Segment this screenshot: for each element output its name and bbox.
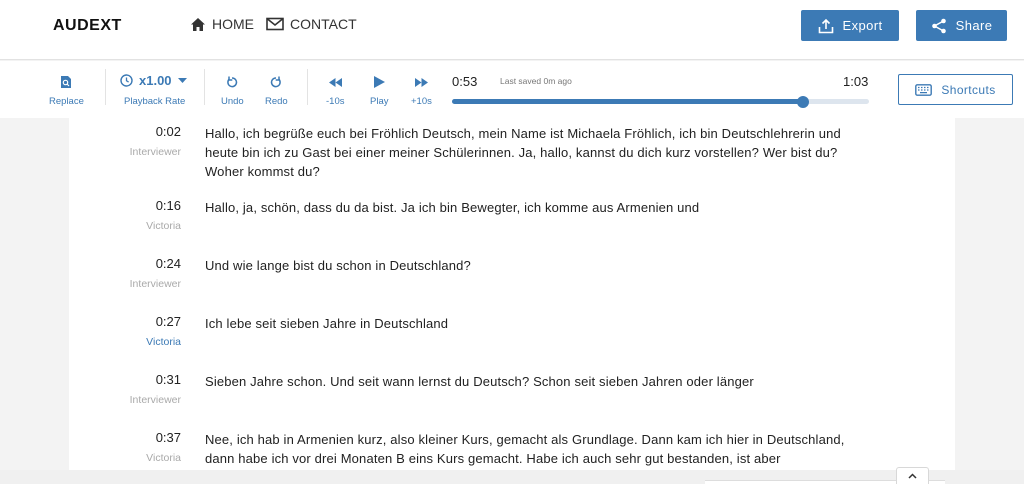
chevron-up-icon <box>908 473 917 479</box>
forward-10s-button[interactable] <box>411 73 432 107</box>
segment-speaker[interactable]: Interviewer <box>129 146 181 158</box>
redo-icon <box>270 76 282 89</box>
toolbar-divider <box>204 69 205 105</box>
playback-rate-value: x1.00 <box>139 73 172 88</box>
segment-speaker[interactable]: Victoria <box>146 452 181 464</box>
play-button[interactable] <box>370 73 388 107</box>
share-button[interactable] <box>916 10 1007 41</box>
segment-speaker[interactable]: Victoria <box>146 336 181 348</box>
undo-button[interactable] <box>221 73 244 107</box>
caret-down-icon <box>178 78 187 84</box>
find-replace-icon <box>60 75 72 89</box>
progress-fill <box>452 99 803 104</box>
save-status: Last saved 0m ago <box>500 76 572 86</box>
upload-icon <box>818 18 834 34</box>
current-time: 0:53 <box>452 74 478 89</box>
share-label: Share <box>955 18 993 33</box>
export-label: Export <box>842 18 883 33</box>
progress-slider[interactable] <box>452 99 869 104</box>
panel-toggle-button[interactable] <box>896 467 929 484</box>
shortcuts-button[interactable] <box>898 74 1013 105</box>
segment-timestamp[interactable]: 0:24 <box>155 256 181 271</box>
segment-text[interactable]: Nee, ich hab in Armenien kurz, also kleiner Kurs, gemacht als Grundlage. Dann kam ich hier in Deutschland, dann habe ich vor drei Monaten B eins Kurs gemacht. Habe ich auch sehr gut bestanden, ist aber <box>205 432 845 466</box>
rewind-10s-button[interactable] <box>326 73 344 107</box>
playback-rate-select[interactable] <box>120 73 187 88</box>
replace-button[interactable] <box>49 73 84 107</box>
nav-contact-label: CONTACT <box>290 16 357 32</box>
undo-icon <box>226 76 238 89</box>
top-header <box>0 0 1024 60</box>
app-logo[interactable]: AUDEXT <box>53 17 122 34</box>
segment-timestamp[interactable]: 0:27 <box>155 314 181 329</box>
playback-rate-label: Playback Rate <box>124 96 186 107</box>
segment-timestamp[interactable]: 0:31 <box>155 372 181 387</box>
segment-text[interactable]: Und wie lange bist du schon in Deutschland? <box>205 258 471 273</box>
segment-text[interactable]: Ich lebe seit sieben Jahre in Deutschland <box>205 316 449 331</box>
play-icon <box>374 76 385 88</box>
redo-label: Redo <box>265 96 288 107</box>
nav-contact-link[interactable] <box>266 16 357 32</box>
share-icon <box>931 18 947 34</box>
redo-button[interactable] <box>265 73 288 107</box>
rewind-icon <box>329 78 342 87</box>
segment-speaker[interactable]: Interviewer <box>129 278 181 290</box>
replace-label: Replace <box>49 96 84 107</box>
mail-icon <box>266 17 284 31</box>
undo-label: Undo <box>221 96 244 107</box>
total-time: 1:03 <box>843 74 869 89</box>
segment-text[interactable]: Hallo, ja, schön, dass du da bist. Ja ich bin Bewegter, ich komme aus Armenien und <box>205 200 700 215</box>
progress-handle[interactable] <box>797 96 809 108</box>
segment-text[interactable]: Hallo, ich begrüße euch bei Fröhlich Deutsch, mein Name ist Michaela Fröhlich, ich bin Deutschlehrerin und heute bin ich zu Gast bei einer meiner Schülerinnen. Ja, hallo, kannst du dich kurz vorstellen? Wer bist du? Woher kommst du? <box>205 126 841 179</box>
nav-home-link[interactable] <box>190 16 254 32</box>
segment-speaker[interactable]: Victoria <box>146 220 181 232</box>
forward-label: +10s <box>411 96 432 107</box>
player-toolbar <box>0 61 1024 118</box>
clock-icon <box>120 74 133 87</box>
keyboard-icon <box>915 84 932 96</box>
segment-timestamp[interactable]: 0:16 <box>155 198 181 213</box>
nav-home-label: HOME <box>212 16 254 32</box>
transcript-editor[interactable] <box>69 118 955 470</box>
segment-timestamp[interactable]: 0:02 <box>155 124 181 139</box>
play-label: Play <box>370 96 389 107</box>
export-button[interactable] <box>801 10 899 41</box>
home-icon <box>190 17 206 32</box>
segment-speaker[interactable]: Interviewer <box>129 394 181 406</box>
rewind-label: -10s <box>326 96 345 107</box>
toolbar-divider <box>105 69 106 105</box>
segment-timestamp[interactable]: 0:37 <box>155 430 181 445</box>
shortcuts-label: Shortcuts <box>941 82 996 97</box>
segment-text[interactable]: Sieben Jahre schon. Und seit wann lernst du Deutsch? Schon seit sieben Jahren oder länger <box>205 374 754 389</box>
toolbar-divider <box>307 69 308 105</box>
fast-forward-icon <box>415 78 428 87</box>
